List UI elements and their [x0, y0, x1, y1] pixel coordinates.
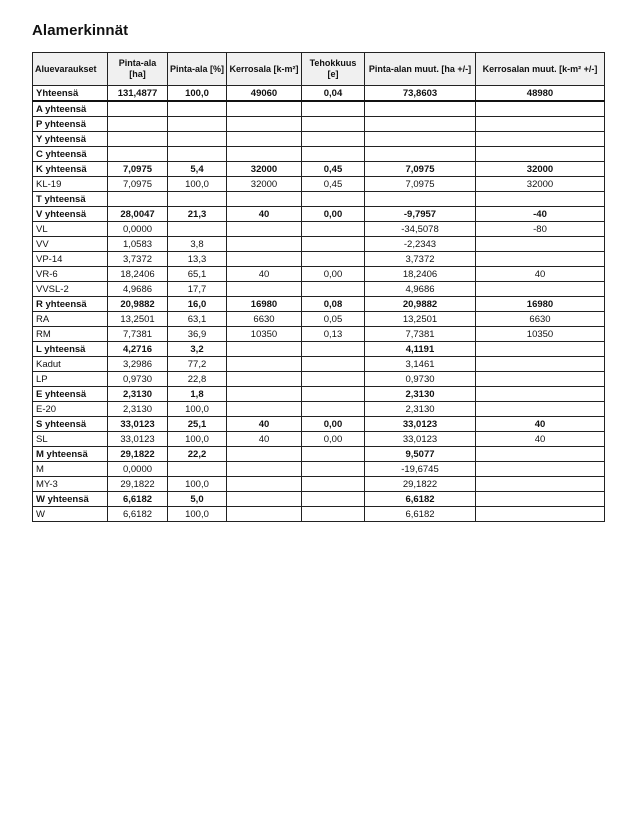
table-cell: 32000 [476, 162, 605, 177]
row-label: E yhteensä [33, 387, 108, 402]
table-cell [302, 357, 365, 372]
table-cell: 2,3130 [108, 387, 168, 402]
table-row [33, 177, 605, 192]
table-cell: 6,6182 [108, 492, 168, 507]
table-cell: 1,8 [168, 387, 227, 402]
row-label: K yhteensä [33, 162, 108, 177]
table-cell: 22,2 [168, 447, 227, 462]
table-cell [227, 507, 302, 522]
table-row [33, 237, 605, 252]
table-row [33, 432, 605, 447]
table-cell: 131,4877 [108, 86, 168, 102]
table-cell [302, 387, 365, 402]
table-cell [476, 237, 605, 252]
row-label: VP-14 [33, 252, 108, 267]
table-cell: 0,00 [302, 432, 365, 447]
table-cell [168, 192, 227, 207]
table-cell: 100,0 [168, 86, 227, 102]
table-cell: 6,6182 [108, 507, 168, 522]
table-cell: 0,05 [302, 312, 365, 327]
table-cell [227, 447, 302, 462]
table-cell: 0,9730 [365, 372, 476, 387]
table-cell: 100,0 [168, 177, 227, 192]
table-cell: 33,0123 [108, 417, 168, 432]
table-cell: 100,0 [168, 432, 227, 447]
table-cell: 7,0975 [365, 162, 476, 177]
row-label: Yhteensä [33, 86, 108, 102]
land-use-table [32, 52, 605, 522]
table-cell: 63,1 [168, 312, 227, 327]
table-cell: 3,2 [168, 342, 227, 357]
column-header: Pinta-ala [%] [168, 53, 227, 86]
table-cell: 0,45 [302, 177, 365, 192]
table-cell: 18,2406 [365, 267, 476, 282]
table-cell [476, 507, 605, 522]
table-cell: 0,0000 [108, 222, 168, 237]
row-label: C yhteensä [33, 147, 108, 162]
table-cell [227, 372, 302, 387]
table-row [33, 312, 605, 327]
row-label: R yhteensä [33, 297, 108, 312]
table-cell [227, 282, 302, 297]
table-cell: -80 [476, 222, 605, 237]
table-cell: 40 [476, 267, 605, 282]
table-cell [227, 147, 302, 162]
table-cell: 29,1822 [365, 477, 476, 492]
table-row [33, 282, 605, 297]
table-cell [168, 117, 227, 132]
table-row [33, 462, 605, 477]
table-cell: 32000 [476, 177, 605, 192]
table-cell: 7,7381 [365, 327, 476, 342]
row-label: VL [33, 222, 108, 237]
table-cell: 10350 [227, 327, 302, 342]
table-row [33, 132, 605, 147]
table-cell [476, 282, 605, 297]
table-cell: 7,0975 [108, 177, 168, 192]
row-label: S yhteensä [33, 417, 108, 432]
table-cell: 3,1461 [365, 357, 476, 372]
table-cell [476, 342, 605, 357]
table-cell [302, 402, 365, 417]
table-cell: 17,7 [168, 282, 227, 297]
table-row [33, 207, 605, 222]
table-cell: 100,0 [168, 507, 227, 522]
table-cell [365, 147, 476, 162]
table-cell: 7,0975 [108, 162, 168, 177]
table-cell: 33,0123 [365, 432, 476, 447]
table-cell: 7,7381 [108, 327, 168, 342]
table-row [33, 117, 605, 132]
table-cell [227, 101, 302, 117]
table-cell [476, 387, 605, 402]
table-cell [227, 357, 302, 372]
column-header: Pinta-ala [ha] [108, 53, 168, 86]
table-cell [168, 147, 227, 162]
table-cell: 2,3130 [365, 387, 476, 402]
table-cell: 18,2406 [108, 267, 168, 282]
table-cell: 0,00 [302, 417, 365, 432]
table-cell: 4,9686 [108, 282, 168, 297]
table-row [33, 372, 605, 387]
row-label: VVSL-2 [33, 282, 108, 297]
table-cell [108, 192, 168, 207]
table-cell [302, 192, 365, 207]
table-cell: 13,2501 [365, 312, 476, 327]
table-cell: 28,0047 [108, 207, 168, 222]
table-cell [476, 117, 605, 132]
table-cell [476, 492, 605, 507]
table-row [33, 252, 605, 267]
table-cell: 3,7372 [108, 252, 168, 267]
table-cell: 3,2986 [108, 357, 168, 372]
table-cell: 13,2501 [108, 312, 168, 327]
table-cell [302, 132, 365, 147]
table-cell: 4,1191 [365, 342, 476, 357]
table-cell: 0,13 [302, 327, 365, 342]
table-cell: 0,00 [302, 207, 365, 222]
table-cell: 0,45 [302, 162, 365, 177]
table-cell: 2,3130 [108, 402, 168, 417]
table-cell [108, 147, 168, 162]
column-header: Kerrosala [k-m²] [227, 53, 302, 86]
table-cell: 25,1 [168, 417, 227, 432]
table-cell [227, 117, 302, 132]
table-cell [476, 477, 605, 492]
table-cell: 40 [476, 417, 605, 432]
table-cell: 1,0583 [108, 237, 168, 252]
table-row [33, 357, 605, 372]
table-cell: 0,00 [302, 267, 365, 282]
table-cell [108, 132, 168, 147]
table-row [33, 387, 605, 402]
row-label: SL [33, 432, 108, 447]
table-cell: 0,04 [302, 86, 365, 102]
table-cell: 36,9 [168, 327, 227, 342]
table-cell: 40 [476, 432, 605, 447]
table-cell: 0,08 [302, 297, 365, 312]
table-cell: 6,6182 [365, 507, 476, 522]
table-cell [227, 192, 302, 207]
row-label: A yhteensä [33, 101, 108, 117]
table-cell [227, 342, 302, 357]
table-cell: 29,1822 [108, 477, 168, 492]
table-cell: -2,2343 [365, 237, 476, 252]
table-cell: 4,2716 [108, 342, 168, 357]
table-cell: -40 [476, 207, 605, 222]
table-cell: 4,9686 [365, 282, 476, 297]
row-label: M [33, 462, 108, 477]
table-cell [302, 252, 365, 267]
table-cell [476, 357, 605, 372]
table-cell: 32000 [227, 162, 302, 177]
table-cell [227, 222, 302, 237]
table-cell [476, 462, 605, 477]
table-cell: 3,8 [168, 237, 227, 252]
table-cell [227, 252, 302, 267]
row-label: MY-3 [33, 477, 108, 492]
row-label: Kadut [33, 357, 108, 372]
table-row [33, 327, 605, 342]
table-cell [227, 462, 302, 477]
table-cell [302, 282, 365, 297]
table-cell [227, 477, 302, 492]
row-label: P yhteensä [33, 117, 108, 132]
table-row [33, 101, 605, 117]
table-cell: 73,8603 [365, 86, 476, 102]
table-cell: 40 [227, 432, 302, 447]
table-cell: 7,0975 [365, 177, 476, 192]
table-cell: 77,2 [168, 357, 227, 372]
table-cell: 6,6182 [365, 492, 476, 507]
table-cell: 13,3 [168, 252, 227, 267]
table-cell [476, 252, 605, 267]
table-row [33, 342, 605, 357]
row-label: Y yhteensä [33, 132, 108, 147]
table-cell: 22,8 [168, 372, 227, 387]
table-cell [365, 117, 476, 132]
table-row [33, 222, 605, 237]
row-label: M yhteensä [33, 447, 108, 462]
table-cell: 40 [227, 417, 302, 432]
table-cell [302, 117, 365, 132]
table-cell [227, 402, 302, 417]
row-label: RM [33, 327, 108, 342]
table-cell [302, 447, 365, 462]
table-cell [302, 237, 365, 252]
table-cell: 2,3130 [365, 402, 476, 417]
column-header: Tehokkuus [e] [302, 53, 365, 86]
table-cell [302, 147, 365, 162]
table-row [33, 86, 605, 102]
table-cell [476, 147, 605, 162]
table-cell: -9,7957 [365, 207, 476, 222]
table-cell: 20,9882 [108, 297, 168, 312]
table-cell: 40 [227, 207, 302, 222]
page-title: Alamerkinnät [32, 22, 129, 39]
row-label: V yhteensä [33, 207, 108, 222]
table-cell: 3,7372 [365, 252, 476, 267]
table-cell [302, 507, 365, 522]
table-cell: 29,1822 [108, 447, 168, 462]
table-cell: 100,0 [168, 402, 227, 417]
table-cell: 16980 [227, 297, 302, 312]
table-cell [168, 222, 227, 237]
table-cell [302, 372, 365, 387]
row-label: RA [33, 312, 108, 327]
row-label: LP [33, 372, 108, 387]
table-cell: 6630 [227, 312, 302, 327]
table-cell [227, 132, 302, 147]
table-row [33, 162, 605, 177]
table-cell: -19,6745 [365, 462, 476, 477]
table-cell [476, 447, 605, 462]
table-cell [227, 387, 302, 402]
table-cell: 49060 [227, 86, 302, 102]
table-cell: 16980 [476, 297, 605, 312]
table-cell [365, 132, 476, 147]
table-row [33, 477, 605, 492]
table-cell [476, 101, 605, 117]
column-header: Pinta-alan muut. [ha +/-] [365, 53, 476, 86]
table-cell [476, 402, 605, 417]
row-label: W [33, 507, 108, 522]
table-row [33, 507, 605, 522]
table-cell [302, 477, 365, 492]
table-cell [302, 342, 365, 357]
table-row [33, 147, 605, 162]
table-cell [302, 101, 365, 117]
table-body [33, 86, 605, 522]
table-cell [476, 192, 605, 207]
table-cell [168, 101, 227, 117]
table-cell [227, 492, 302, 507]
table-cell: 5,0 [168, 492, 227, 507]
table-cell [108, 117, 168, 132]
row-label: VV [33, 237, 108, 252]
table-row [33, 447, 605, 462]
table-cell: 65,1 [168, 267, 227, 282]
table-cell [476, 132, 605, 147]
table-cell: 16,0 [168, 297, 227, 312]
table-cell: 6630 [476, 312, 605, 327]
row-label: VR-6 [33, 267, 108, 282]
table-cell [168, 132, 227, 147]
table-cell: 48980 [476, 86, 605, 102]
table-cell: 0,9730 [108, 372, 168, 387]
table-row [33, 192, 605, 207]
table-cell: 20,9882 [365, 297, 476, 312]
table-row [33, 267, 605, 282]
table-cell [476, 372, 605, 387]
table-cell: 40 [227, 267, 302, 282]
table-cell: -34,5078 [365, 222, 476, 237]
table-cell: 32000 [227, 177, 302, 192]
column-header: Kerrosalan muut. [k-m² +/-] [476, 53, 605, 86]
table-row [33, 417, 605, 432]
table-cell [227, 237, 302, 252]
row-label: T yhteensä [33, 192, 108, 207]
table-cell: 100,0 [168, 477, 227, 492]
table-cell: 10350 [476, 327, 605, 342]
row-label: W yhteensä [33, 492, 108, 507]
table-header-row [33, 53, 605, 86]
row-label: L yhteensä [33, 342, 108, 357]
table-cell: 33,0123 [108, 432, 168, 447]
table-cell [302, 462, 365, 477]
table-cell: 9,5077 [365, 447, 476, 462]
table-cell [365, 101, 476, 117]
table-cell [108, 101, 168, 117]
table-cell [302, 222, 365, 237]
row-label: E-20 [33, 402, 108, 417]
column-header: Aluevaraukset [33, 53, 108, 86]
table-cell: 0,0000 [108, 462, 168, 477]
table-cell: 21,3 [168, 207, 227, 222]
table-cell [302, 492, 365, 507]
table-cell: 33,0123 [365, 417, 476, 432]
table-cell [365, 192, 476, 207]
table-cell: 5,4 [168, 162, 227, 177]
table-cell [168, 462, 227, 477]
table-row [33, 402, 605, 417]
row-label: KL-19 [33, 177, 108, 192]
table-row [33, 297, 605, 312]
table-row [33, 492, 605, 507]
